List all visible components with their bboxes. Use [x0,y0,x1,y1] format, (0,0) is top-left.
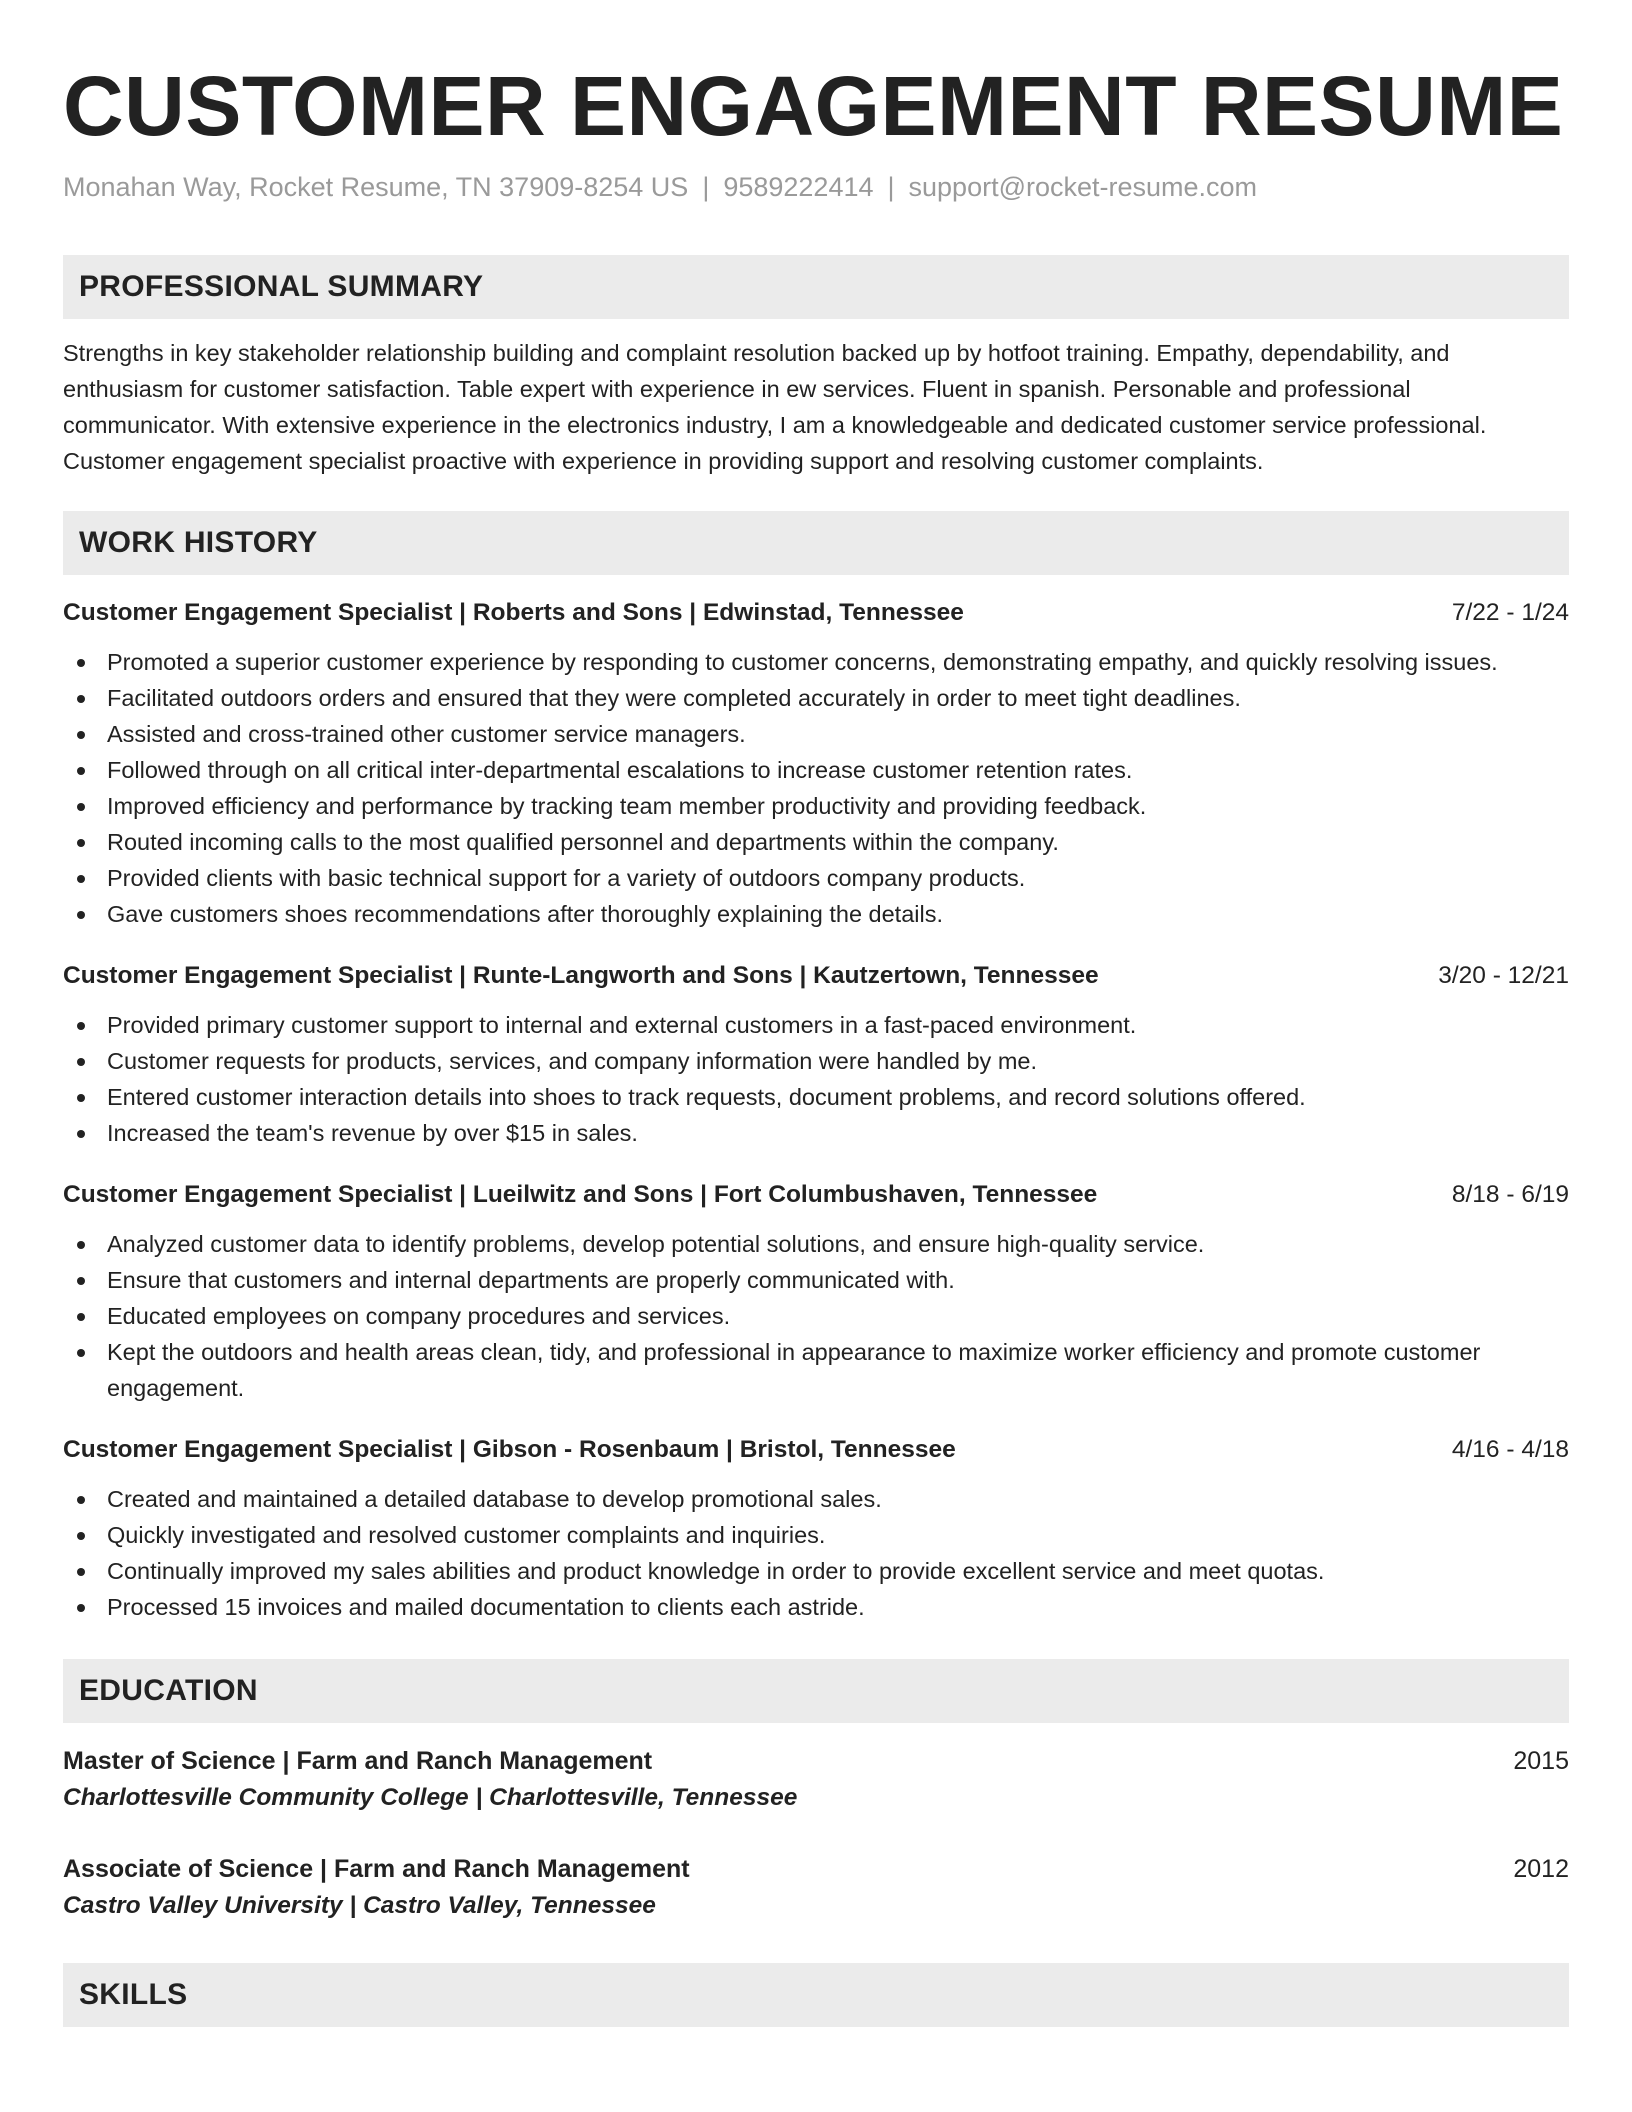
education-degree: Master of Science | Farm and Ranch Management [63,1747,653,1775]
job-header [63,1432,1569,1468]
job-bullet: Increased the team's revenue by over $15 in sales. [107,1115,1569,1151]
job-entry [63,1177,1569,1406]
job-dates: 7/22 - 1/24 [1451,599,1569,626]
education-header [63,1851,1569,1887]
job-title: Customer Engagement Specialist | Lueilwitz and Sons | Fort Columbushaven, Tennessee [63,1181,1098,1208]
contact-separator: | [887,172,895,202]
job-bullet: Routed incoming calls to the most qualified personnel and departments within the company. [107,824,1569,860]
contact-separator: | [702,172,710,202]
job-bullet: Created and maintained a detailed database to develop promotional sales. [107,1481,1569,1517]
summary-text: Strengths in key stakeholder relationship building and complaint resolution backed up by hotfoot training. Empathy, dependability, and enthusiasm for customer satisfaction. Table expert with experience in ew services. Fluent in spanish. Personable and professional communicator. With extensive experience in the electronics industry, I am a knowledgeable and dedicated customer service professional. Customer engagement specialist proactive with experience in providing support and resolving customer complaints. [63,340,1487,474]
job-bullet: Provided clients with basic technical support for a variety of outdoors company products. [107,860,1569,896]
job-bullet: Entered customer interaction details into shoes to track requests, document problems, and record solutions offered. [107,1079,1569,1115]
job-header [63,958,1569,994]
job-entry [63,595,1569,932]
education-year: 2012 [1513,1855,1569,1883]
job-dates: 3/20 - 12/21 [1438,962,1569,989]
education-school: Castro Valley University | Castro Valley, Tennessee [63,1892,656,1919]
education-year: 2015 [1513,1747,1569,1775]
job-bullet: Gave customers shoes recommendations after thoroughly explaining the details. [107,896,1569,932]
job-entry [63,958,1569,1151]
job-bullet: Provided primary customer support to internal and external customers in a fast-paced environment. [107,1007,1569,1043]
section-heading-skills: SKILLS [63,1963,1569,2027]
job-entry [63,1432,1569,1625]
job-title: Customer Engagement Specialist | Gibson - Rosenbaum | Bristol, Tennessee [63,1436,956,1463]
job-bullet: Processed 15 invoices and mailed documentation to clients each astride. [107,1589,1569,1625]
resume-title: CUSTOMER ENGAGEMENT RESUME [63,59,1564,153]
job-bullet: Promoted a superior customer experience by responding to customer concerns, demonstrating empathy, and quickly resolving issues. [107,644,1569,680]
job-bullet: Continually improved my sales abilities and product knowledge in order to provide excellent service and meet quotas. [107,1553,1569,1589]
job-bullet: Facilitated outdoors orders and ensured that they were completed accurately in order to meet tight deadlines. [107,680,1569,716]
job-bullets [63,1007,1569,1151]
job-dates: 8/18 - 6/19 [1451,1181,1569,1208]
job-header [63,595,1569,631]
education-degree: Associate of Science | Farm and Ranch Management [63,1855,690,1883]
contact-line [63,170,1569,204]
job-bullet: Customer requests for products, services, and company information were handled by me. [107,1043,1569,1079]
contact-address: Monahan Way, Rocket Resume, TN 37909-8254 US [63,172,689,202]
job-bullet: Quickly investigated and resolved customer complaints and inquiries. [107,1517,1569,1553]
job-bullet: Followed through on all critical inter-departmental escalations to increase customer retention rates. [107,752,1569,788]
job-bullet: Ensure that customers and internal departments are properly communicated with. [107,1262,1569,1298]
job-bullets [63,644,1569,932]
section-heading-work-history: WORK HISTORY [63,511,1569,575]
education-entry [63,1851,1569,1925]
job-title: Customer Engagement Specialist | Runte-Langworth and Sons | Kautzertown, Tennessee [63,962,1099,989]
job-bullet: Improved efficiency and performance by tracking team member productivity and providing feedback. [107,788,1569,824]
job-bullets [63,1226,1569,1406]
job-bullets [63,1481,1569,1625]
job-bullet: Analyzed customer data to identify problems, develop potential solutions, and ensure high-quality service. [107,1226,1569,1262]
job-bullet: Assisted and cross-trained other customer service managers. [107,716,1569,752]
education-header [63,1743,1569,1779]
job-title: Customer Engagement Specialist | Roberts and Sons | Edwinstad, Tennessee [63,599,964,626]
education-school: Charlottesville Community College | Charlottesville, Tennessee [63,1784,798,1811]
job-bullet: Kept the outdoors and health areas clean, tidy, and professional in appearance to maximize worker efficiency and promote customer engagement. [107,1334,1569,1406]
section-heading-summary: PROFESSIONAL SUMMARY [63,255,1569,319]
contact-email: support@rocket-resume.com [908,172,1258,202]
section-heading-education: EDUCATION [63,1659,1569,1723]
job-header [63,1177,1569,1213]
job-dates: 4/16 - 4/18 [1451,1436,1569,1463]
education-entry [63,1743,1569,1817]
job-bullet: Educated employees on company procedures and services. [107,1298,1569,1334]
contact-phone: 9589222414 [723,172,874,202]
